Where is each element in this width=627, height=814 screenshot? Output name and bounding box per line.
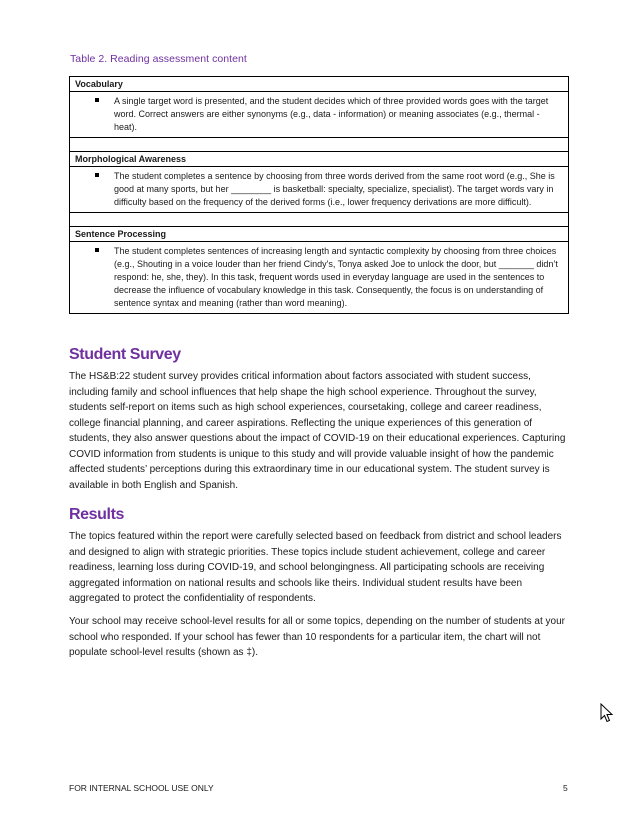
table-section-text: The student completes sentences of increasing length and syntactic complexity by choosing from three choices (e.g., Shouting in a voice louder than her friend Cindy's, Tonya asked Joe to unlock the door, but _______ didn’t respond: he, she, they). In this task, frequent words used in everyday language are used in the sentences to decrease the influence of vocabulary knowledge in this task. Consequently, the focus is on understanding of sentence syntax and meaning (rather than word meaning).	[114, 246, 558, 308]
table-spacer-row	[70, 138, 568, 152]
student-survey-heading: Student Survey	[69, 346, 181, 363]
bullet-icon	[95, 98, 99, 102]
table-section-body-sentence	[70, 242, 568, 313]
table-section-body-vocabulary	[70, 92, 568, 138]
results-paragraph-2: Your school may receive school-level results for all or some topics, depending on the number of students at your school who responded. If your school has fewer than 10 respondents for a particular item, the chart will not populate school-level results (shown as ‡).	[69, 616, 566, 658]
bullet-icon	[95, 173, 99, 177]
table-spacer-row	[70, 213, 568, 227]
mouse-pointer-icon	[600, 703, 614, 723]
page-number: 5	[563, 783, 568, 793]
table-section-text: A single target word is presented, and the student decides which of three provided words goes with the target word. Correct answers are either synonyms (e.g., data - information) or meaning associates (e.g., thermal - heat).	[114, 96, 549, 132]
table-section-heading-morphological: Morphological Awareness	[70, 152, 568, 167]
table-section-body-morphological	[70, 167, 568, 213]
student-survey-paragraph: The HS&B:22 student survey provides critical information about factors associated with student success, including family and school influences that help shape the high school experience. Throughout the survey, students self-report on items such as high school experiences, coursetaking, college and career readiness, college financial planning, and career aspirations. Reflecting the unique experiences of this generation of students, they also answer questions about the impact of COVID-19 on their educational experiences. Capturing COVID information from students is unique to this study and will provide valuable insight of how the pandemic affected students’ perceptions during this extraordinary time in our educational system. The student survey is available in both English and Spanish.	[69, 371, 566, 491]
reading-assessment-table	[69, 76, 569, 314]
results-paragraph-1: The topics featured within the report were carefully selected based on feedback from district and school leaders and designed to align with strategic priorities. These topics include student achievement, college and career readiness, learning loss during COVID-19, and school belongingness. All participating schools are receiving aggregated information on national results and schools like theirs. Individual student results have been aggregated to protect the confidentiality of respondents.	[69, 531, 562, 604]
table-section-heading-sentence: Sentence Processing	[70, 227, 568, 242]
bullet-icon	[95, 248, 99, 252]
table-section-text: The student completes a sentence by choosing from three words derived from the same root word (e.g., She is good at many sports, but her ________ is basketball: specialty, specialize, specialist). The target words vary in difficulty based on the frequency of the derived forms (i.e., lower frequency derivations are more difficult).	[114, 171, 555, 207]
table-caption: Table 2. Reading assessment content	[70, 53, 247, 65]
footer-confidentiality-note: FOR INTERNAL SCHOOL USE ONLY	[69, 783, 214, 793]
table-section-heading-vocabulary: Vocabulary	[70, 77, 568, 92]
results-heading: Results	[69, 506, 124, 523]
